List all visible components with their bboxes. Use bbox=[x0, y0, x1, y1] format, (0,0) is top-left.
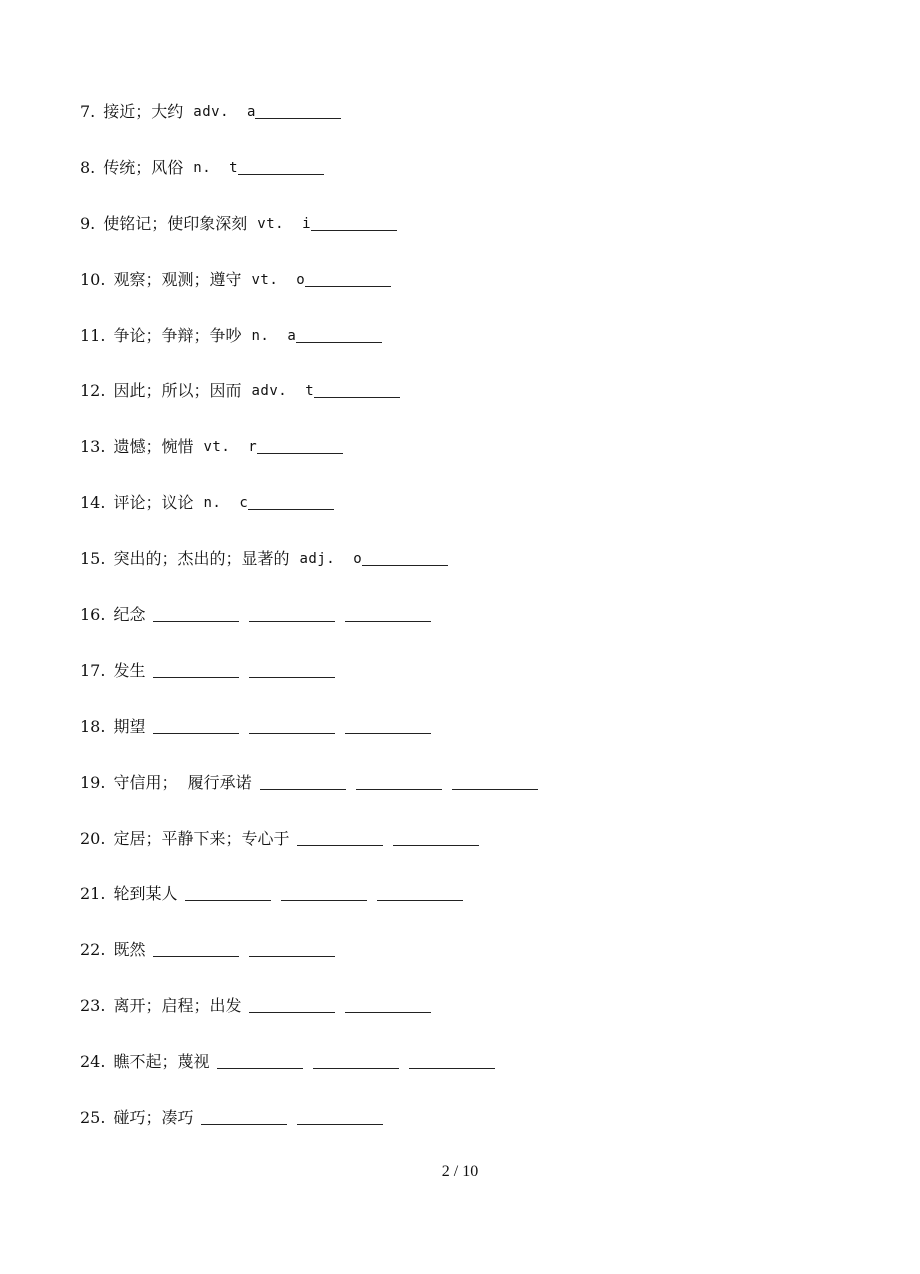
initial-letter: t bbox=[305, 383, 314, 400]
list-item bbox=[80, 210, 840, 266]
list-item bbox=[80, 154, 840, 210]
answer-blank[interactable] bbox=[249, 713, 335, 734]
item-number: 10. bbox=[80, 269, 106, 289]
answer-blank[interactable] bbox=[249, 992, 335, 1013]
list-item bbox=[80, 1104, 840, 1160]
part-of-speech: vt. bbox=[251, 271, 279, 288]
answer-blank[interactable] bbox=[409, 1048, 495, 1069]
answer-blank[interactable] bbox=[305, 266, 391, 287]
answer-blank[interactable] bbox=[185, 880, 271, 901]
list-item bbox=[80, 657, 840, 713]
answer-blank[interactable] bbox=[260, 769, 346, 790]
answer-blank[interactable] bbox=[345, 992, 431, 1013]
answer-blank[interactable] bbox=[452, 769, 538, 790]
answer-blank[interactable] bbox=[217, 1048, 303, 1069]
initial-letter: i bbox=[302, 215, 311, 232]
answer-blank[interactable] bbox=[297, 825, 383, 846]
item-number: 15. bbox=[80, 549, 106, 569]
part-of-speech: n. bbox=[193, 159, 212, 176]
item-definition: 瞧不起；蔑视 bbox=[113, 1052, 210, 1072]
initial-letter: t bbox=[229, 159, 238, 176]
item-number: 21. bbox=[80, 884, 106, 904]
part-of-speech: adv. bbox=[193, 104, 229, 120]
initial-letter: a bbox=[287, 327, 296, 344]
item-number: 24. bbox=[80, 1052, 106, 1072]
item-definition: 碰巧；凑巧 bbox=[113, 1108, 194, 1128]
list-item bbox=[80, 377, 840, 433]
answer-blank[interactable] bbox=[393, 825, 479, 846]
part-of-speech: n. bbox=[251, 327, 270, 344]
list-item bbox=[80, 936, 840, 992]
list-item bbox=[80, 601, 840, 657]
list-item bbox=[80, 992, 840, 1048]
answer-blank[interactable] bbox=[314, 377, 400, 398]
item-definition: 传统；风俗 bbox=[103, 157, 184, 177]
part-of-speech: n. bbox=[203, 495, 222, 512]
item-number: 12. bbox=[80, 381, 106, 401]
item-definition: 接近；大约 bbox=[103, 102, 184, 121]
list-item bbox=[80, 322, 840, 378]
list-item bbox=[80, 433, 840, 489]
answer-blank[interactable] bbox=[153, 657, 239, 678]
item-number: 9. bbox=[80, 213, 96, 233]
item-definition: 守信用； 履行承诺 bbox=[113, 772, 252, 792]
answer-blank[interactable] bbox=[297, 1104, 383, 1125]
answer-blank[interactable] bbox=[281, 880, 367, 901]
answer-blank[interactable] bbox=[311, 210, 397, 231]
answer-blank[interactable] bbox=[249, 601, 335, 622]
item-number: 17. bbox=[80, 660, 106, 680]
item-definition: 使铭记；使印象深刻 bbox=[103, 213, 248, 233]
vocabulary-list bbox=[80, 98, 840, 1160]
item-definition: 观察；观测；遵守 bbox=[113, 269, 242, 289]
answer-blank[interactable] bbox=[296, 322, 382, 343]
item-definition: 离开；启程；出发 bbox=[113, 996, 242, 1016]
item-definition: 轮到某人 bbox=[113, 884, 178, 904]
list-item bbox=[80, 98, 840, 154]
item-definition: 遗憾；惋惜 bbox=[113, 437, 194, 457]
item-number: 25. bbox=[80, 1108, 106, 1128]
item-number: 11. bbox=[80, 325, 106, 345]
item-definition: 争论；争辩；争吵 bbox=[113, 325, 242, 345]
item-definition: 既然 bbox=[113, 940, 146, 960]
answer-blank[interactable] bbox=[248, 489, 334, 510]
initial-letter: o bbox=[296, 271, 305, 288]
answer-blank[interactable] bbox=[257, 433, 343, 454]
item-definition: 评论；议论 bbox=[113, 493, 194, 513]
item-number: 19. bbox=[80, 772, 106, 792]
item-number: 14. bbox=[80, 493, 106, 513]
initial-letter: a bbox=[247, 104, 256, 120]
item-definition: 纪念 bbox=[113, 605, 146, 625]
answer-blank[interactable] bbox=[255, 98, 341, 119]
part-of-speech: adv. bbox=[251, 383, 288, 400]
answer-blank[interactable] bbox=[249, 657, 335, 678]
item-number: 20. bbox=[80, 828, 106, 848]
list-item bbox=[80, 266, 840, 322]
answer-blank[interactable] bbox=[356, 769, 442, 790]
answer-blank[interactable] bbox=[238, 154, 324, 175]
answer-blank[interactable] bbox=[313, 1048, 399, 1069]
list-item bbox=[80, 825, 840, 881]
answer-blank[interactable] bbox=[153, 713, 239, 734]
list-item bbox=[80, 1048, 840, 1104]
list-item bbox=[80, 713, 840, 769]
answer-blank[interactable] bbox=[249, 936, 335, 957]
item-definition: 突出的；杰出的；显著的 bbox=[113, 549, 290, 569]
item-number: 7. bbox=[80, 102, 96, 121]
part-of-speech: vt. bbox=[257, 215, 285, 232]
item-number: 22. bbox=[80, 940, 106, 960]
answer-blank[interactable] bbox=[153, 601, 239, 622]
list-item bbox=[80, 489, 840, 545]
item-number: 23. bbox=[80, 996, 106, 1016]
page-number: 2 / 10 bbox=[441, 1163, 479, 1180]
item-number: 16. bbox=[80, 605, 106, 625]
item-number: 8. bbox=[80, 157, 96, 177]
list-item bbox=[80, 545, 840, 601]
list-item bbox=[80, 880, 840, 936]
answer-blank[interactable] bbox=[345, 713, 431, 734]
initial-letter: r bbox=[248, 439, 257, 456]
item-definition: 因此；所以；因而 bbox=[113, 381, 242, 401]
answer-blank[interactable] bbox=[201, 1104, 287, 1125]
part-of-speech: vt. bbox=[203, 439, 231, 456]
item-number: 18. bbox=[80, 716, 106, 736]
answer-blank[interactable] bbox=[345, 601, 431, 622]
answer-blank[interactable] bbox=[362, 545, 448, 566]
part-of-speech: adj. bbox=[299, 551, 336, 568]
list-item bbox=[80, 769, 840, 825]
item-definition: 发生 bbox=[113, 660, 146, 680]
initial-letter: c bbox=[239, 495, 248, 512]
item-definition: 期望 bbox=[113, 716, 146, 736]
answer-blank[interactable] bbox=[153, 936, 239, 957]
item-number: 13. bbox=[80, 437, 106, 457]
initial-letter: o bbox=[353, 551, 362, 568]
item-definition: 定居；平静下来；专心于 bbox=[113, 828, 290, 848]
answer-blank[interactable] bbox=[377, 880, 463, 901]
